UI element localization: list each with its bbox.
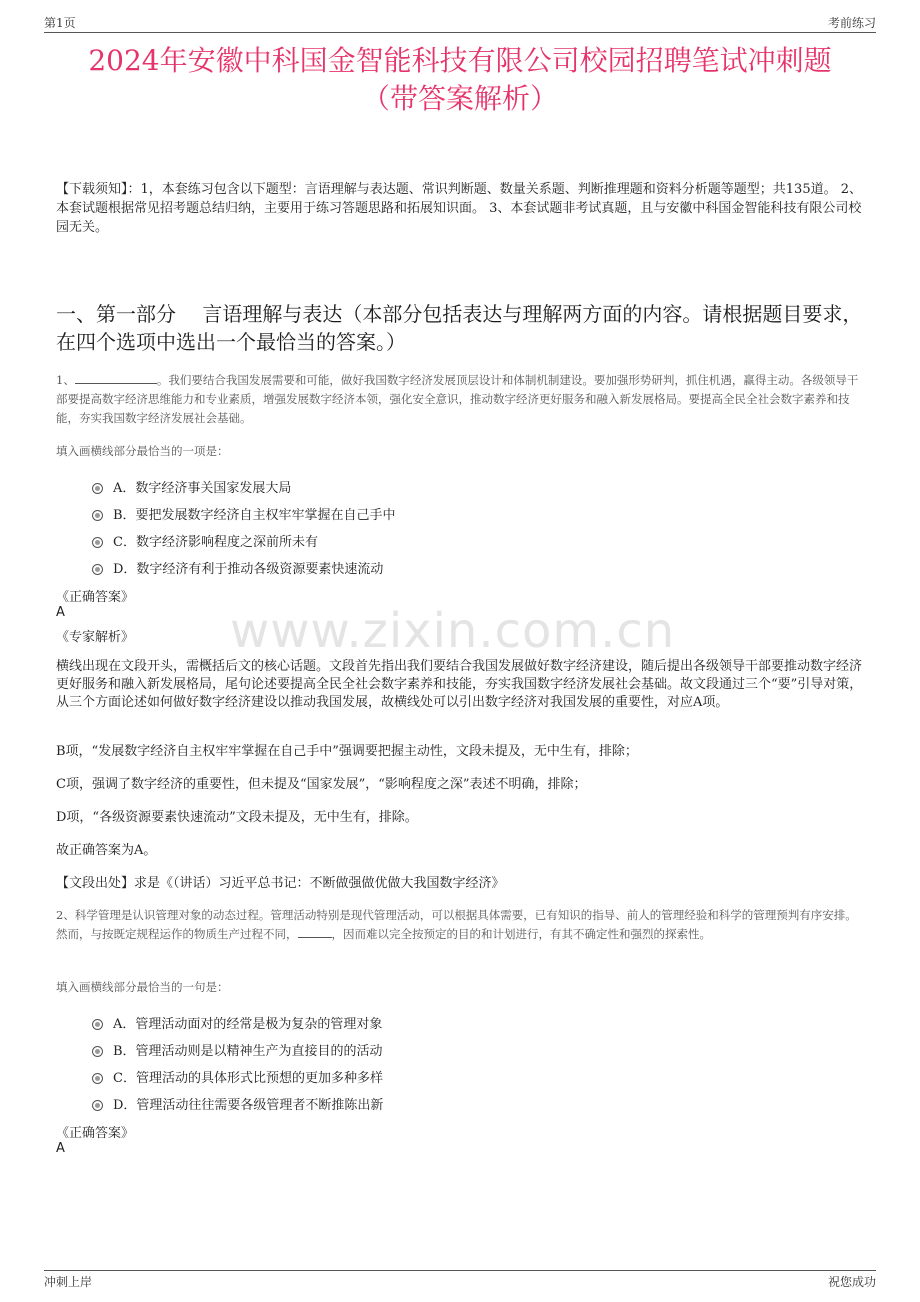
question-1-option-d[interactable]: D．数字经济有利于推动各级资源要素快速流动 bbox=[92, 557, 383, 577]
watermark: www.zixin.com.cn bbox=[230, 603, 676, 659]
question-2-option-b[interactable]: B．管理活动则是以精神生产为直接目的的活动 bbox=[92, 1039, 383, 1059]
question-1-conclusion: 故正确答案为A。 bbox=[56, 843, 157, 858]
question-1-answer-label: 《正确答案》 bbox=[56, 590, 135, 605]
question-1-analysis-c: C项，强调了数字经济的重要性，但未提及“国家发展”，“影响程度之深”表述不明确，排除； bbox=[56, 777, 587, 792]
question-1-option-c[interactable]: C．数字经济影响程度之深前所未有 bbox=[92, 530, 318, 550]
question-1-source: 【文段出处】求是《（讲话）习近平总书记：不断做强做优做大我国数字经济》 bbox=[56, 876, 505, 891]
question-1-blank bbox=[75, 383, 157, 384]
header-rule bbox=[44, 32, 876, 33]
radio-icon[interactable] bbox=[92, 1100, 103, 1111]
radio-icon[interactable] bbox=[92, 483, 103, 494]
question-2-answer: A bbox=[56, 1141, 65, 1156]
question-2-option-a[interactable]: A．管理活动面对的经常是极为复杂的管理对象 bbox=[92, 1012, 382, 1032]
radio-icon[interactable] bbox=[92, 537, 103, 548]
question-2-blank bbox=[298, 937, 332, 938]
question-1-text: 1、 。我们要结合我国发展需要和可能，做好我国数字经济发展顶层设计和体制机制建设。要加强形势研判，抓住机遇，赢得主动。各级领导干部要提高数字经济思维能力和专业素质，增强发展数字经济本领，强化安全意识，推动数字经济更好服务和融入新发展格局。要提高全民全社会数字素养和技能，夯实我国数字经济发展社会基础。 bbox=[56, 373, 859, 425]
document-title: 2024年安徽中科国金智能科技有限公司校园招聘笔试冲刺题 bbox=[88, 44, 832, 77]
question-1-analysis-main: 横线出现在文段开头，需概括后文的核心话题。文段首先指出我们要结合我国发展做好数字经济建设，随后提出各级领导干部要推动数字经济更好服务和融入新发展格局，尾句论述要提高全民全社会数字素养和技能，夯实我国数字经济发展社会基础。故文段通过三个“要”引导对策，从三个方面论述如何做好数字经济建设以推动我国发展，故横线处可以引出数字经济对我国发展的重要性，对应A项。 bbox=[56, 659, 863, 710]
radio-icon[interactable] bbox=[92, 564, 103, 575]
question-2-option-c[interactable]: C．管理活动的具体形式比预想的更加多种多样 bbox=[92, 1066, 383, 1086]
question-1-answer: A bbox=[56, 605, 65, 620]
radio-icon[interactable] bbox=[92, 510, 103, 521]
question-1-prompt: 填入画横线部分最恰当的一项是： bbox=[56, 444, 229, 458]
radio-icon[interactable] bbox=[92, 1046, 103, 1057]
question-2-prompt: 填入画横线部分最恰当的一句是： bbox=[56, 980, 229, 994]
question-2-text: 2、科学管理是认识管理对象的动态过程。管理活动特别是现代管理活动，可以根据具体需要，已有知识的指导、前人的管理经验和科学的管理预判有序安排。然而，与按既定规程运作的物质生产过程不同， ，因而难以完全按预定的目的和计划进行，有其不确定性和强烈的探索性。 bbox=[56, 908, 857, 941]
question-1-analysis-b: B项，“发展数字经济自主权牢牢掌握在自己手中”强调要把握主动性，文段未提及，无中生有，排除； bbox=[56, 744, 638, 759]
question-1-analysis-d: D项，“各级资源要素快速流动”文段未提及，无中生有，排除。 bbox=[56, 810, 418, 825]
footer-left-label: 冲刺上岸 bbox=[44, 1275, 93, 1289]
document-subtitle: （带答案解析） bbox=[361, 82, 558, 115]
question-1-analysis-label: 《专家解析》 bbox=[56, 630, 135, 645]
page-number: 第1页 bbox=[44, 16, 76, 30]
radio-icon[interactable] bbox=[92, 1019, 103, 1030]
radio-icon[interactable] bbox=[92, 1073, 103, 1084]
question-1-number: 1、 bbox=[56, 373, 75, 387]
footer-right-label: 祝您成功 bbox=[827, 1275, 876, 1289]
question-1-option-a[interactable]: A．数字经济事关国家发展大局 bbox=[92, 476, 291, 496]
question-2-answer-label: 《正确答案》 bbox=[56, 1126, 135, 1141]
footer-rule bbox=[44, 1270, 876, 1271]
question-2-option-d[interactable]: D．管理活动往往需要各级管理者不断推陈出新 bbox=[92, 1093, 383, 1113]
section-heading: 一、第一部分 言语理解与表达（本部分包括表达与理解两方面的内容。请根据题目要求，在四个选项中选出一个最恰当的答案。） bbox=[56, 302, 863, 354]
question-1-option-b[interactable]: B．要把发展数字经济自主权牢牢掌握在自己手中 bbox=[92, 503, 396, 523]
header-right-label: 考前练习 bbox=[827, 16, 876, 30]
download-notice: 【下载须知】：1，本套练习包含以下题型：言语理解与表达题、常识判断题、数量关系题、判断推理题和资料分析题等题型；共135道。 2、本套试题根据常见招考题总结归纳，主要用于练习答题思路和拓展知识面。 3、本套试题非考试真题，且与安徽中科国金智能科技有限公司校园无关。 bbox=[56, 182, 862, 235]
